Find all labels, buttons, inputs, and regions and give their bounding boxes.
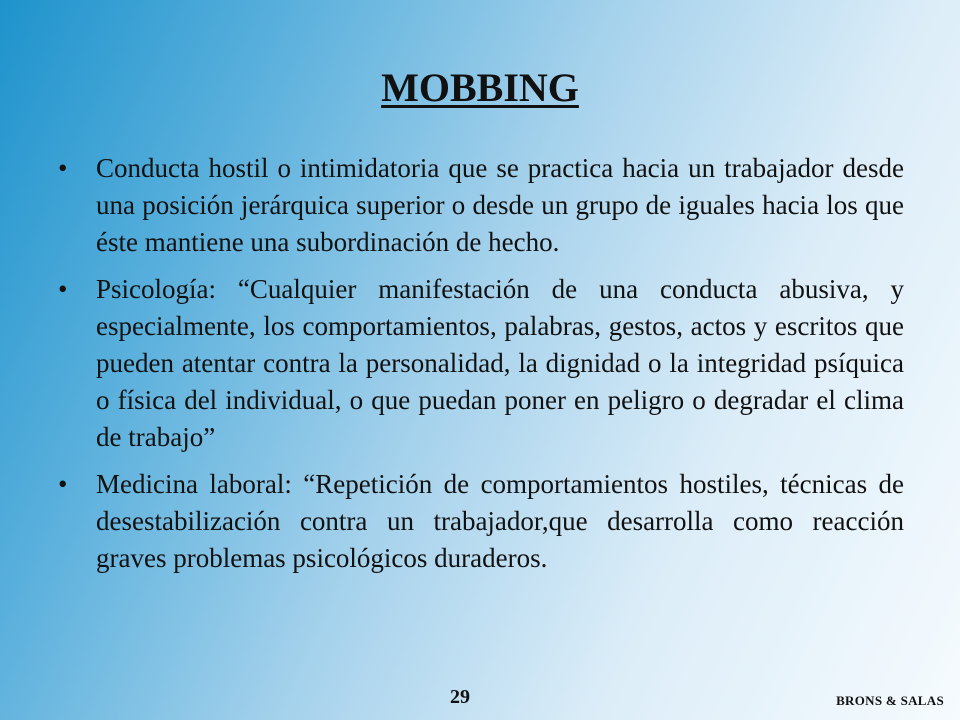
slide-title: MOBBING (381, 65, 579, 110)
bullet-text: Medicina laboral: “Repetición de comportamientos hostiles, técnicas de desestabilización contra un trabajador,que desarrolla como reacción graves problemas psicológicos duraderos. (96, 469, 904, 573)
bullet-item-psicologia (58, 271, 904, 456)
bullet-text: Psicología: “Cualquier manifestación de una conducta abusiva, y especialmente, los comportamientos, palabras, gestos, actos y escritos que pueden atentar contra la personalidad, la dignidad o la integridad psíquica o física del individual, o que puedan poner en peligro o degradar el clima de trabajo” (96, 274, 904, 452)
bullet-item-definition (58, 150, 904, 261)
bullet-item-medicina-laboral (58, 466, 904, 577)
bullet-dot-icon: • (58, 153, 68, 183)
bullet-dot-icon: • (58, 274, 68, 304)
footer-credit: BRONS & SALAS (836, 693, 944, 708)
bullet-dot-icon: • (58, 469, 68, 499)
page-number: 29 (450, 686, 470, 708)
bullet-list (58, 150, 904, 587)
bullet-text: Conducta hostil o intimidatoria que se practica hacia un trabajador desde una posición jerárquica superior o desde un grupo de iguales hacia los que éste mantiene una subordinación de hecho. (96, 153, 904, 257)
